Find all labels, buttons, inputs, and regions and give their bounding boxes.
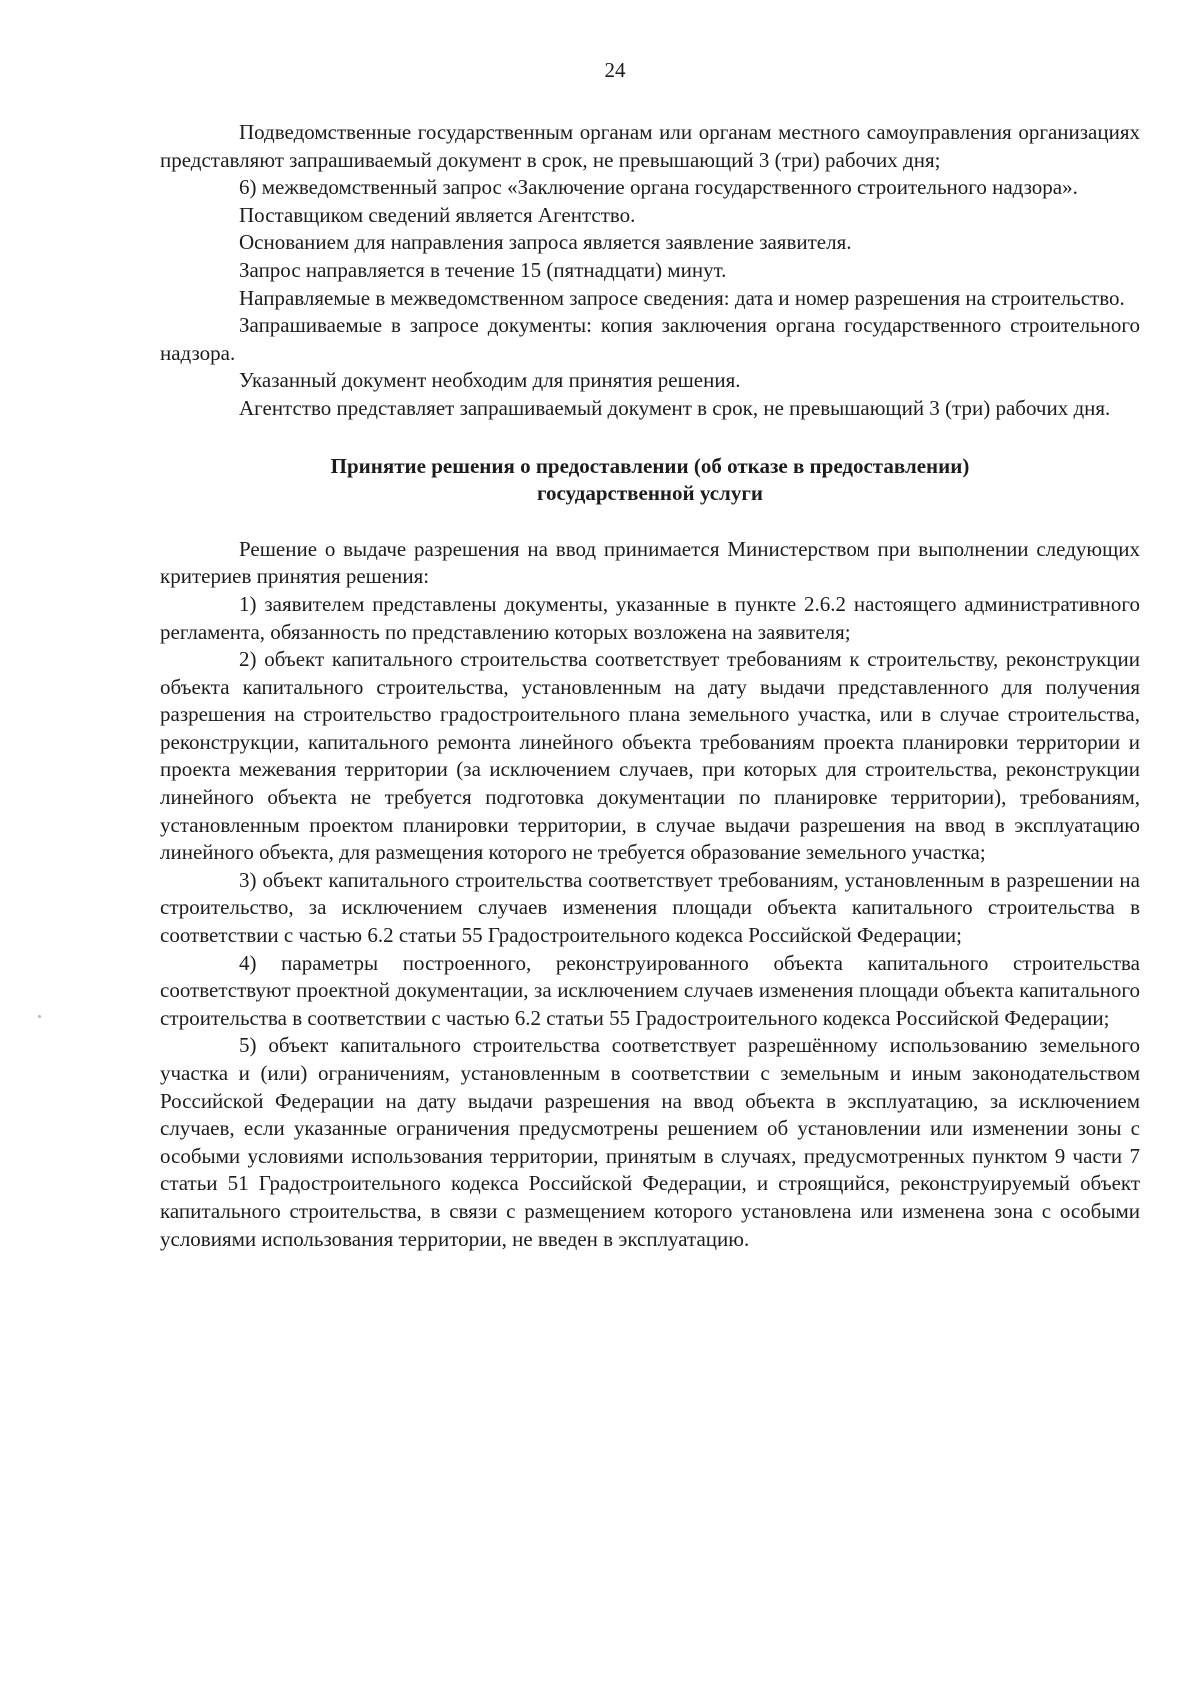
- paragraph: 6) межведомственный запрос «Заключение органа государственного строительного надзора».: [239, 175, 1078, 200]
- section-heading: [160, 453, 1140, 508]
- page-number: 24: [604, 58, 626, 82]
- paragraph: Направляемые в межведомственном запросе сведения: дата и номер разрешения на строительство.: [239, 285, 1125, 310]
- paragraph: Подведомственные государственным органам или органам местного самоуправления организациях представляют запрашиваемый документ в срок, не превышающий 3 (три) рабочих дня;: [160, 120, 1140, 172]
- paragraph: 5) объект капитального строительства соответствует разрешённому использованию земельного участка и (или) ограничениям, установленным в соответствии с земельным и иным законодательством Российской Федерации на дату выдачи разрешения на ввод объекта в эксплуатацию, за исключением случаев, если указанные ограничения предусмотрены решением об установлении или изменении зоны с особыми условиями использования территории, принятым в случаях, предусмотренных пунктом 9 части 7 статьи 51 Градостроительного кодекса Российской Федерации, и строящийся, реконструируемый объект капитального строительства, в связи с размещением которого установлена или изменена зона с особыми условиями использования территории, не введен в эксплуатацию.: [160, 1033, 1140, 1251]
- section-heading-line-2: государственной услуги: [537, 481, 763, 506]
- paragraph: 3) объект капитального строительства соответствует требованиям, установленным в разрешении на строительство, за исключением случаев изменения площади объекта капитального строительства в соответствии с частью 6.2 статьи 55 Градостроительного кодекса Российской Федерации;: [160, 867, 1140, 948]
- section-heading-line-1: Принятие решения о предоставлении (об отказе в предоставлении): [330, 453, 970, 478]
- paragraph: Поставщиком сведений является Агентство.: [239, 202, 636, 227]
- paragraph: Запрашиваемые в запросе документы: копия заключения органа государственного строительного надзора.: [160, 313, 1140, 365]
- scan-artifact: [38, 1015, 41, 1018]
- paragraph: Основанием для направления запроса является заявление заявителя.: [239, 230, 852, 255]
- paragraphs-bottom: [160, 536, 1140, 1253]
- paragraph: Указанный документ необходим для принятия решения.: [239, 368, 741, 393]
- paragraph: Решение о выдаче разрешения на ввод принимается Министерством при выполнении следующих критериев принятия решения:: [160, 536, 1140, 589]
- paragraph: Запрос направляется в течение 15 (пятнадцати) минут.: [239, 257, 727, 282]
- paragraph: 4) параметры построенного, реконструированного объекта капитального строительства соответствуют проектной документации, за исключением случаев изменения площади объекта капитального строительства в соответствии с частью 6.2 статьи 55 Градостроительного кодекса Российской Федерации;: [160, 950, 1140, 1030]
- paragraph: 2) объект капитального строительства соответствует требованиям к строительству, реконструкции объекта капитального строительства, установленным на дату выдачи представленного для получения разрешения на строительство градостроительного плана земельного участка, или в случае строительства, реконструкции, капитального ремонта линейного объекта требованиям проекта планировки территории и проекта межевания территории (за исключением случаев, при которых для строительства, реконструкции линейного объекта не требуется подготовка документации по планировке территории), требованиям, установленным проектом планировки территории, в случае выдачи разрешения на ввод в эксплуатацию линейного объекта, для размещения которого не требуется образование земельного участка;: [160, 647, 1140, 865]
- paragraph: 1) заявителем представлены документы, указанные в пункте 2.6.2 настоящего административного регламента, обязанность по представлению которых возложена на заявителя;: [160, 591, 1140, 644]
- paragraph: Агентство представляет запрашиваемый документ в срок, не превышающий 3 (три) рабочих дня.: [239, 395, 1111, 420]
- paragraphs-top: [160, 119, 1140, 423]
